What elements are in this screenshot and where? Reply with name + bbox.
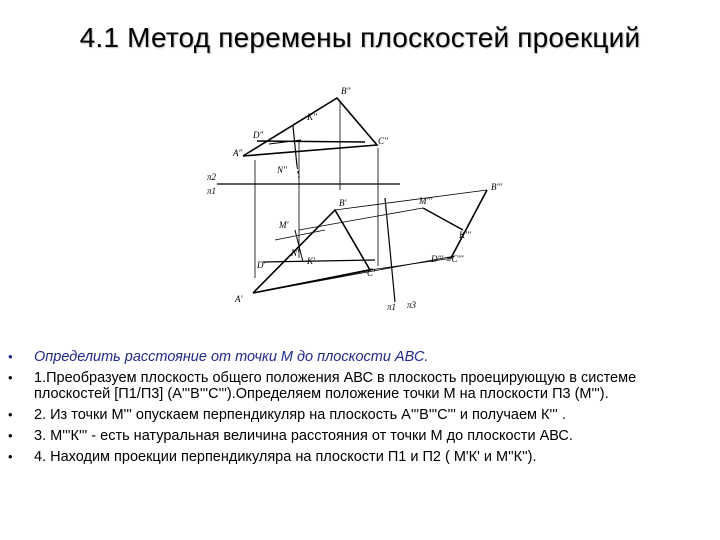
bullet-text: 3. М'''К''' - есть натуральная величина расстояния от точки М до плоскости АВС. [34,428,573,444]
bullet-text: 1.Преобразуем плоскость общего положения АВС в плоскость проецирующую в системе плоскостей [П1/П3] (А'''В'''С''').Определяем положение точки М на плоскости П3 (М'''). [34,370,637,402]
label-K2: K'' [307,112,317,122]
bullet-text: 2. Из точки М''' опускаем перпендикуляр на плоскость А'''В'''С''' и получаем К''' . [34,407,566,423]
label-A2: A'' [233,148,243,158]
label-M1: M' [279,220,289,230]
triangle-horizontal [253,210,370,293]
label-K3: K''' [459,230,471,240]
bullet-marker: • [8,449,13,464]
label-D1: D' [257,260,266,270]
projection-diagram [195,80,505,320]
bullet-list [8,349,708,470]
label-pi2: π2 [207,172,217,182]
bullet-item [8,349,708,365]
label-B2: B'' [341,86,351,96]
bullet-text: 4. Находим проекции перпендикуляра на плоскости П1 и П2 ( М'К' и М''К''). [34,449,537,465]
bullet-item [8,370,708,402]
bullet-item [8,407,708,423]
label-pi1: π1 [207,186,217,196]
bullet-marker: • [8,370,13,385]
label-pi1-axis3: π1 [387,302,397,312]
label-B1: B' [339,198,347,208]
label-A1: A' [235,294,243,304]
bullet-marker: • [8,428,13,443]
bullet-text: Определить расстояние от точки М до плоскости АВС. [34,349,429,365]
bullet-item [8,428,708,444]
label-pi3: π3 [407,300,417,310]
label-N2: N'' [277,165,287,175]
label-C2: C'' [378,136,388,146]
triangle-frontal [243,98,377,156]
bullet-marker: • [8,349,13,364]
label-D2: D'' [253,130,264,140]
bullet-item [8,449,708,465]
label-M3: M''' [419,196,433,206]
label-B3: B''' [491,182,503,192]
slide-title: 4.1 Метод перемены плоскостей проекций [79,22,641,53]
label-C1: C' [367,268,375,278]
plane-edge-pi3 [451,190,487,258]
bullet-marker: • [8,407,13,422]
label-D3C3: D''' ≡C''' [431,254,464,264]
label-N1: N' [291,248,299,258]
label-K1: K' [307,256,315,266]
